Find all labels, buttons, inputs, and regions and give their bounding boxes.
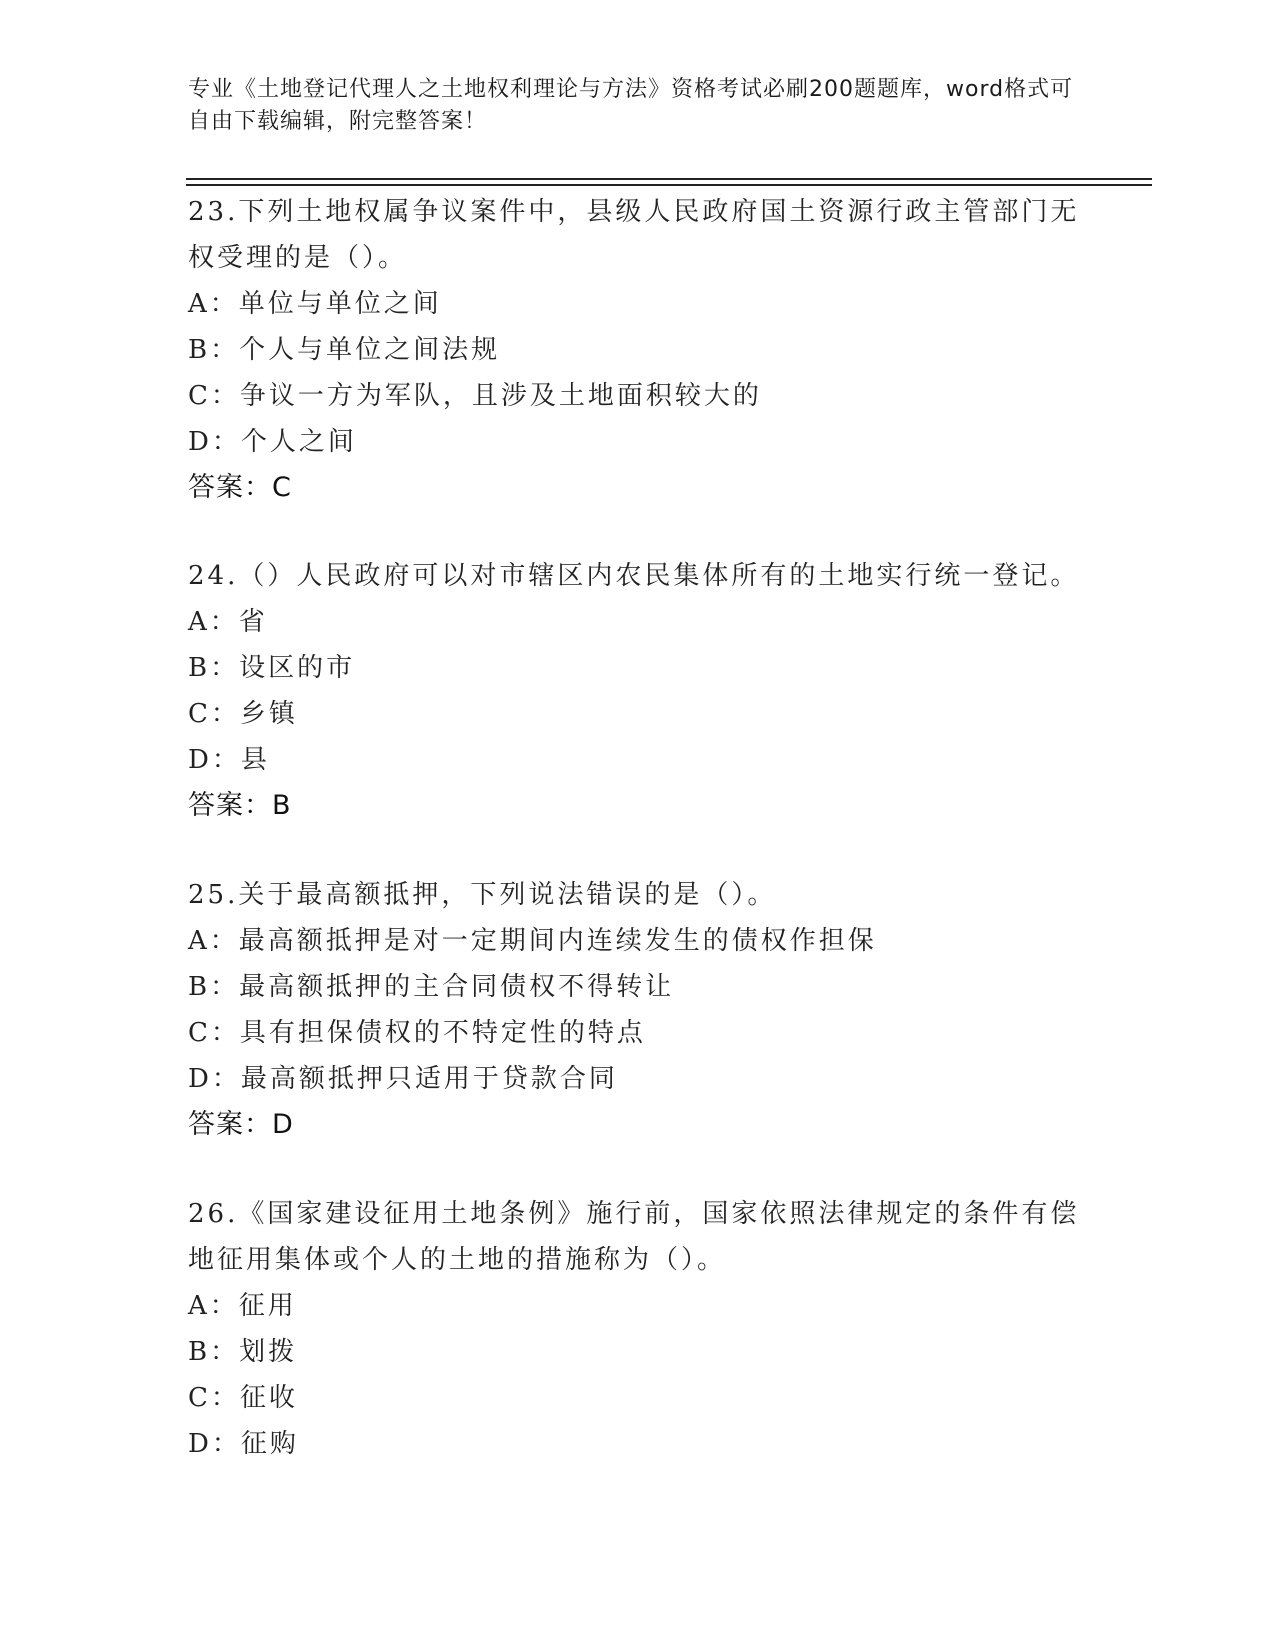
option-c: C：征收 [188,1383,298,1413]
option-a: A：最高额抵押是对一定期间内连续发生的债权作担保 [188,926,877,956]
document-header: 专业《土地登记代理人之土地权利理论与方法》资格考试必刷200题题库，word格式可自由下载编辑，附完整答案！ [188,77,1074,134]
option-c: C：具有担保债权的不特定性的特点 [188,1018,646,1048]
question-25 [188,872,1088,1148]
header-divider-bottom [186,184,1152,186]
option-a: A：单位与单位之间 [188,289,442,319]
answer-line: 答案：B [188,790,292,821]
option-d: D：县 [188,745,270,775]
question-stem: 26.《国家建设征用土地条例》施行前，国家依照法律规定的条件有偿地征用集体或个人的土地的措施称为（）。 [188,1199,1080,1275]
question-stem: 23.下列土地权属争议案件中，县级人民政府国土资源行政主管部门无权受理的是（）。 [188,197,1080,273]
answer-line: 答案：C [188,472,292,503]
option-c: C：争议一方为军队，且涉及土地面积较大的 [188,381,762,411]
answer-line: 答案：D [188,1109,294,1140]
option-b: B：设区的市 [188,653,356,683]
question-stem: 24.（）人民政府可以对市辖区内农民集体所有的土地实行统一登记。 [188,561,1080,591]
question-26 [188,1191,1088,1467]
question-23 [188,189,1088,511]
option-d: D：最高额抵押只适用于贷款合同 [188,1064,618,1094]
option-d: D：征购 [188,1429,299,1459]
question-stem: 25.关于最高额抵押，下列说法错误的是（）。 [188,880,777,910]
header-divider-top [186,178,1152,180]
option-c: C：乡镇 [188,699,298,729]
option-b: B：个人与单位之间法规 [188,335,501,365]
option-a: A：省 [188,607,268,637]
option-a: A：征用 [188,1291,297,1321]
option-b: B：最高额抵押的主合同债权不得转让 [188,972,675,1002]
question-24 [188,553,1088,829]
option-d: D：个人之间 [188,427,357,457]
option-b: B：划拨 [188,1337,298,1367]
